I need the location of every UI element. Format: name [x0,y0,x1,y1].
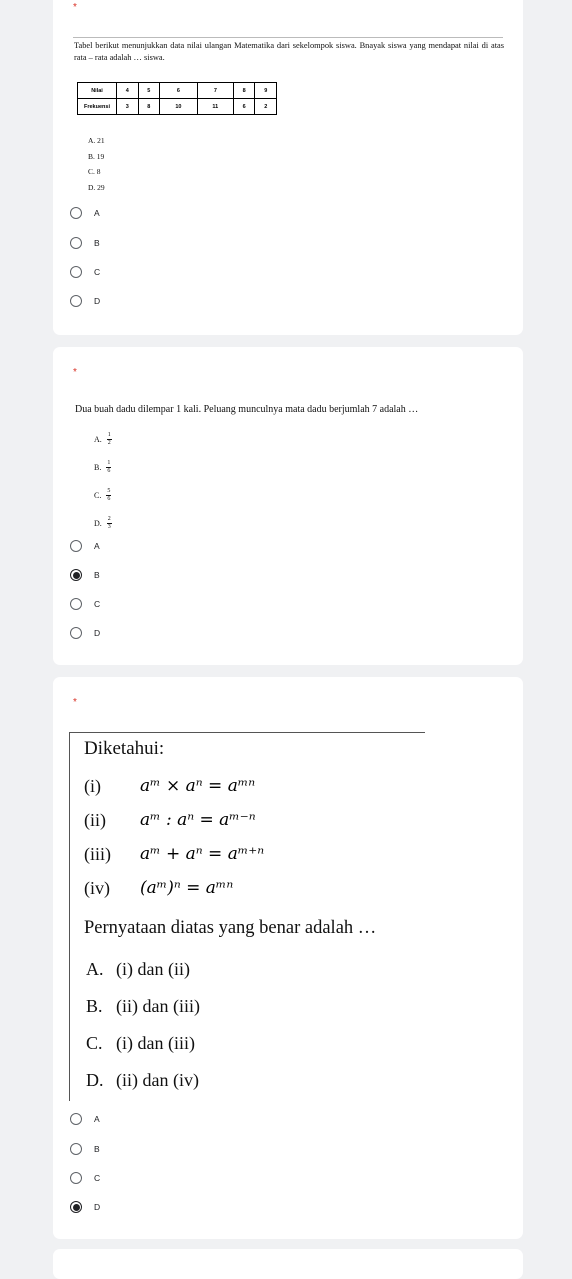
option-text: (ii) dan (iv) [116,1070,199,1090]
radio-option-b[interactable] [70,1141,100,1157]
statement-number: (ii) [84,809,106,830]
answer-option [86,951,200,988]
question-text: Dua buah dadu dilempar 1 kali. Peluang munculnya mata dadu berjumlah 7 adalah … [75,404,419,415]
radio-button[interactable] [70,1172,82,1184]
table-cell: 8 [233,83,255,99]
fraction [106,460,111,474]
table-cell: 2 [255,99,277,115]
answer-option: D. 29 [88,182,105,192]
radio-label: C [94,267,101,277]
question-text: Pernyataan diatas yang benar adalah … [84,918,377,938]
question-card-2 [53,347,523,665]
table-cell: Frekuensi [78,99,117,115]
heading: Diketahui: [84,738,165,759]
option-letter: A. [86,959,104,979]
table-cell: 5 [138,83,160,99]
table-cell: 8 [138,99,160,115]
option-letter: B. [86,996,103,1016]
answer-option: A. 21 [88,136,105,145]
option-text: (ii) dan (iii) [116,996,200,1016]
answer-option [94,481,112,509]
radio-option-d[interactable] [70,293,100,309]
question-image [69,732,425,1101]
answer-list [94,425,112,537]
question-text: Tabel berikut menunjukkan data nilai ulangan Matematika dari sekelompok siswa. Bnayak siswa yang mendapat nilai di atas rata – rata adalah … siswa. [74,41,504,62]
answer-option [86,1062,200,1099]
denominator: 3 [107,524,111,530]
option-text: (i) dan (ii) [116,959,190,979]
option-text: (i) dan (iii) [116,1033,195,1053]
radio-option-c[interactable] [70,1170,100,1186]
radio-label: A [94,1114,100,1124]
required-mark: * [73,697,77,708]
statement [84,769,264,803]
radio-label: B [94,238,100,248]
nilai-table [77,82,277,115]
answer-option [86,1025,200,1062]
fraction [107,432,112,446]
table-cell: 3 [117,99,139,115]
radio-label: C [94,599,101,609]
radio-label: C [94,1173,101,1183]
table-cell: 4 [117,83,139,99]
radio-button[interactable] [70,237,82,249]
radio-button[interactable] [70,1143,82,1155]
option-letter: D. [86,1070,104,1090]
radio-option-c[interactable] [70,596,100,612]
fraction [106,488,111,502]
denominator: 6 [107,496,111,502]
radio-option-d[interactable] [70,625,100,641]
radio-dot [73,572,80,579]
table-row [78,83,277,99]
table-cell: 7 [197,83,233,99]
option-letter: C. [94,490,102,500]
radio-button[interactable] [70,207,82,219]
statement-formula: aᵐ × aⁿ = aᵐⁿ [140,776,256,796]
radio-button[interactable] [70,266,82,278]
answer-option: C. 8 [88,167,101,176]
answer-option [94,509,112,537]
numerator: 1 [107,432,111,438]
statement-number: (i) [84,775,101,796]
radio-option-b[interactable] [70,567,100,583]
radio-option-b[interactable] [70,235,100,251]
radio-button[interactable] [70,598,82,610]
radio-button-selected[interactable] [70,569,82,581]
radio-label: D [94,628,101,638]
divider [73,37,503,38]
question-card-3 [53,677,523,1239]
answer-list [88,133,105,195]
question-card-1 [53,0,523,335]
numerator: 2 [107,516,111,522]
radio-button[interactable] [70,540,82,552]
denominator: 6 [107,468,111,474]
radio-option-a[interactable] [70,538,100,554]
numerator: 5 [107,488,111,494]
statement-formula: aᵐ : aⁿ = aᵐ⁻ⁿ [140,810,256,830]
required-mark: * [73,367,77,378]
option-letter: C. [86,1033,103,1053]
statement-formula: (aᵐ)ⁿ = aᵐⁿ [140,878,234,898]
radio-button[interactable] [70,627,82,639]
radio-option-a[interactable] [70,205,100,221]
radio-option-a[interactable] [70,1111,100,1127]
option-letter: D. [94,518,102,528]
statement-formula: aᵐ + aⁿ = aᵐ⁺ⁿ [140,844,265,864]
table-cell: 11 [197,99,233,115]
statement-number: (iv) [84,877,110,898]
denominator: 2 [107,440,111,446]
option-letter: B. [94,462,102,472]
answer-option: B. 19 [88,151,105,161]
answer-option [94,425,112,453]
table-cell: 9 [255,83,277,99]
radio-button-selected[interactable] [70,1201,82,1213]
radio-label: D [94,296,101,306]
answer-option [86,988,200,1025]
radio-option-d[interactable] [70,1199,100,1215]
radio-button[interactable] [70,295,82,307]
statement-list [84,769,264,905]
radio-label: D [94,1202,101,1212]
answer-list [86,951,200,1099]
statement [84,837,264,871]
table-row [78,99,277,115]
radio-label: B [94,1144,100,1154]
table-cell: 6 [233,99,255,115]
table-cell: 6 [160,83,198,99]
answer-option [94,453,112,481]
radio-label: A [94,208,100,218]
statement [84,803,264,837]
radio-button[interactable] [70,1113,82,1125]
radio-label: B [94,570,100,580]
numerator: 1 [107,460,111,466]
question-card-4 [53,1249,523,1279]
statement [84,871,264,905]
radio-label: A [94,541,100,551]
option-letter: A. [94,434,102,444]
fraction [107,516,112,530]
table-cell: Nilai [78,83,117,99]
radio-dot [73,1204,80,1211]
statement-number: (iii) [84,843,111,864]
required-mark: * [73,2,77,13]
table-cell: 10 [160,99,198,115]
radio-option-c[interactable] [70,264,100,280]
